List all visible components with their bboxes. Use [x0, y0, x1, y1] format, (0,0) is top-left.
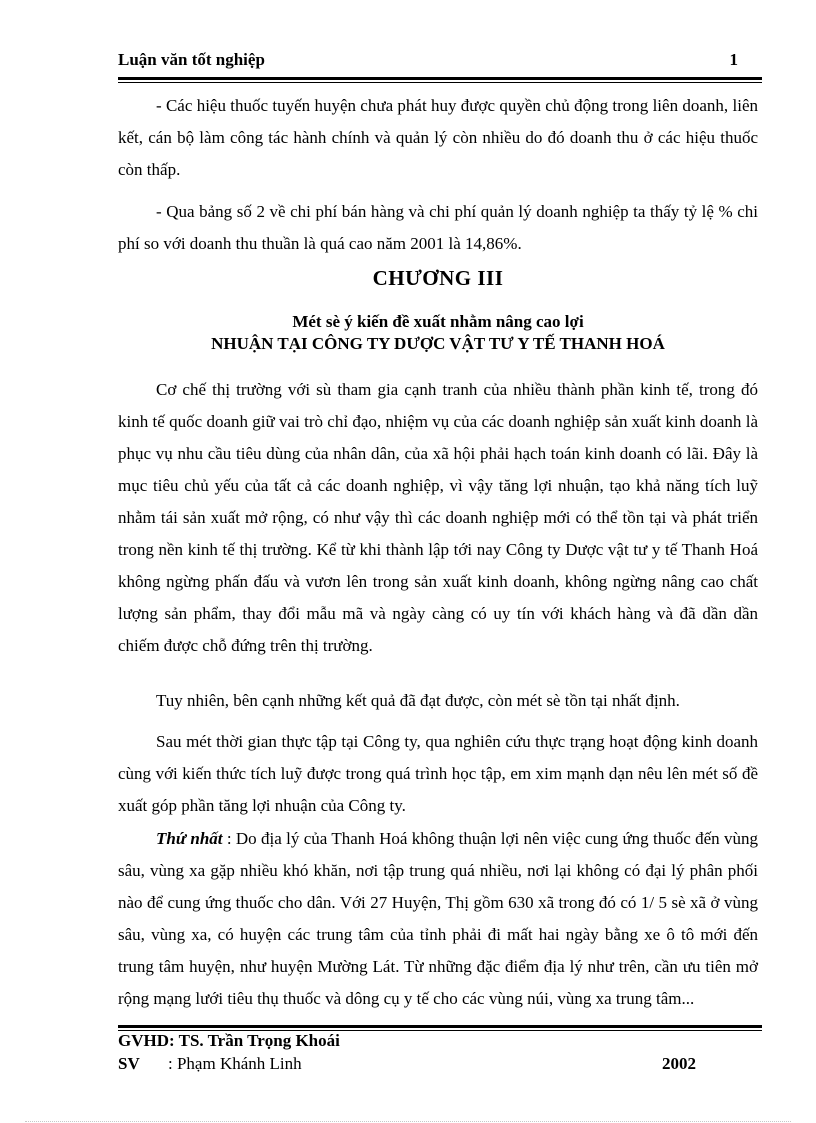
paragraph-internship: [118, 726, 758, 822]
paragraph-text: Sau mét thời gian thực tập tại Công ty, qua nghiên cứu thực trạng hoạt động kinh doanh cùng với kiến thức tích luỹ được trong quá trình học tập, em xim mạnh dạn nêu lên mét số đề xuất góp phần tăng lợi nhuận của Công ty.: [118, 732, 758, 815]
paragraph-text: Cơ chế thị trường với sù tham gia cạnh tranh của nhiều thành phần kinh tế, trong đó kinh tế quốc doanh giữ vai trò chỉ đạo, nhiệm vụ của các doanh nghiệp sản xuất kinh doanh là phục vụ nhu cầu tiêu dùng của nhân dân, của xã hội phải hạch toán kinh doanh có lãi. Đây là mục tiêu chủ yếu của tất cả các doanh nghiệp, vì vậy tăng lợi nhuận, tạo khả năng tích luỹ nhằm tái sản xuất mở rộng, có như vậy thì các doanh nghiệp mới có thể tồn tại và phát triển trong nền kinh tế thị trường. Kể từ khi thành lập tới nay Công ty Dược vật tư y tế Thanh Hoá không ngừng phấn đấu và vươn lên trong sản xuất kinh doanh, không ngừng nâng cao chất lượng sản phẩm, thay đổi mẫu mã và ngày càng có uy tín với khách hàng và đã dần dần chiếm được chỗ đứng trên thị trường.: [118, 380, 758, 655]
paragraph-first-proposal: [118, 823, 758, 1015]
paragraph-text: Tuy nhiên, bên cạnh những kết quả đã đạt được, còn mét sè tồn tại nhất định.: [156, 691, 680, 710]
page-header: [118, 48, 742, 72]
page-number: 1: [729, 50, 738, 69]
paragraph-cost-ratio: [118, 196, 758, 260]
chapter-subtitle-line2: NHUẬN TẠI CÔNG TY DƯỢC VẬT TƯ Y TẾ THANH HOÁ: [211, 334, 665, 353]
header-rule: [118, 77, 762, 80]
paragraph-text: - Các hiệu thuốc tuyến huyện chưa phát huy được quyền chủ động trong liên doanh, liên kết, cán bộ làm công tác hành chính và quản lý còn nhiều do đó doanh thu ở các hiệu thuốc còn thấp.: [118, 96, 758, 179]
proposal-lead: Thứ nhất: [156, 829, 223, 848]
page-edge-divider: [25, 1121, 791, 1122]
student-label: SV: [118, 1054, 140, 1073]
proposal-body: : Do địa lý của Thanh Hoá không thuận lợi nên việc cung ứng thuốc đến vùng sâu, vùng xa gặp nhiều khó khăn, nơi tập trung quá nhiều, nơi lại không có đại lý phân phối nào để cung ứng thuốc cho dân. Với 27 Huyện, Thị gồm 630 xã trong đó có 1/ 5 sè xã ở vùng sâu, vùng xa, có huyện các trung tâm của tỉnh phải đi mất hai ngày bằng xe ô tô mới đến trung tâm huyện, như huyện Mường Lát. Từ những đặc điểm địa lý như trên, cần ưu tiên mở rộng mạng lưới tiêu thụ thuốc và dông cụ y tế cho các vùng núi, vùng xa trung tâm...: [118, 829, 758, 1008]
paragraph-text: [118, 823, 758, 1015]
footer-rule: [118, 1025, 762, 1028]
paragraph-district-pharmacies: [118, 90, 758, 186]
paragraph-market-mechanism: [118, 374, 758, 662]
student-name: : Phạm Khánh Linh: [168, 1054, 302, 1073]
footer-advisor: GVHD: TS. Trần Trọng Khoái: [118, 1031, 340, 1050]
chapter-subtitle-line1: Mét sè ý kiến đề xuất nhằm nâng cao lợi: [292, 312, 584, 331]
header-title: Luận văn tốt nghiệp: [118, 50, 265, 69]
chapter-title: CHƯƠNG III: [372, 266, 504, 290]
footer-student: [118, 1054, 718, 1074]
paragraph-text: - Qua bảng số 2 về chi phí bán hàng và chi phí quản lý doanh nghiệp ta thấy tỷ lệ % chi phí so với doanh thu thuần là quá cao năm 2001 là 14,86%.: [118, 202, 758, 253]
paragraph-however: [118, 685, 758, 717]
footer-year: 2002: [662, 1054, 696, 1073]
